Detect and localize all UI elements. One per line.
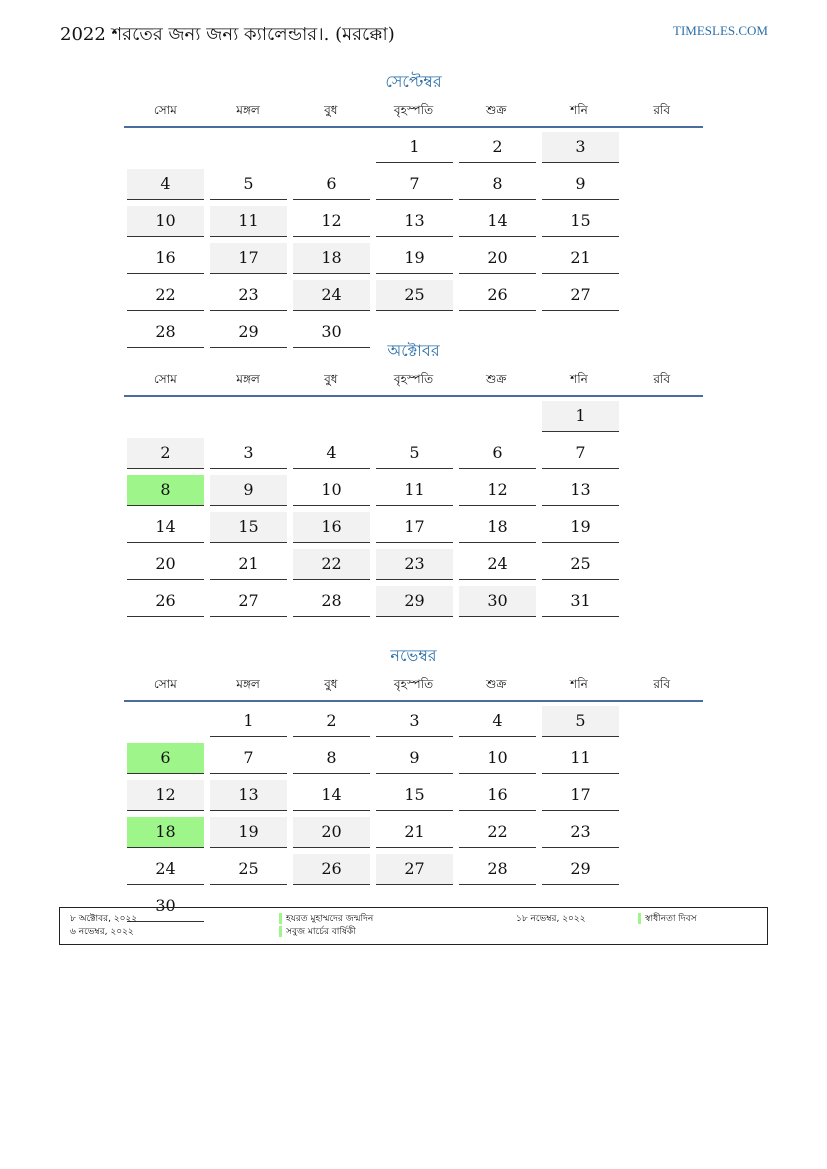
day-cell: 26 xyxy=(127,586,204,617)
day-cell: 22 xyxy=(127,280,204,311)
day-cell: 2 xyxy=(127,438,204,469)
day-cell: 22 xyxy=(293,549,370,580)
legend-date: ৮ অক্টোবর, ২০২২ xyxy=(70,914,138,924)
day-cell: 2 xyxy=(459,132,536,163)
day-cell: 17 xyxy=(376,512,453,543)
day-cell: 13 xyxy=(376,206,453,237)
day-cell: 3 xyxy=(210,438,287,469)
day-cell: 24 xyxy=(127,854,204,885)
day-cell: 1 xyxy=(542,401,619,432)
day-cell: 24 xyxy=(459,549,536,580)
day-cell: 21 xyxy=(210,549,287,580)
empty-cell xyxy=(210,401,287,432)
month-title: সেপ্টেম্বর xyxy=(385,72,442,91)
day-cell: 18 xyxy=(459,512,536,543)
day-cell: 12 xyxy=(293,206,370,237)
day-cell: 7 xyxy=(210,743,287,774)
day-cell: 6 xyxy=(293,169,370,200)
day-cell: 30 xyxy=(459,586,536,617)
holiday-legend xyxy=(59,907,768,945)
day-cell: 29 xyxy=(210,317,287,348)
month-title: নভেম্বর xyxy=(390,646,437,665)
day-cell: 14 xyxy=(127,512,204,543)
weekday-label: বৃহস্পতি xyxy=(393,372,434,386)
day-cell: 11 xyxy=(210,206,287,237)
weekday-label: বুধ xyxy=(324,372,338,386)
site-link[interactable]: TIMESLES.COM xyxy=(673,23,768,38)
weekday-label: সোম xyxy=(153,372,177,386)
day-cell: 17 xyxy=(542,780,619,811)
day-cell: 31 xyxy=(542,586,619,617)
day-cell: 5 xyxy=(542,706,619,737)
day-cell: 5 xyxy=(210,169,287,200)
day-cell: 7 xyxy=(542,438,619,469)
day-cell: 9 xyxy=(542,169,619,200)
day-cell: 16 xyxy=(459,780,536,811)
legend-date: ১৮ নভেম্বর, ২০২২ xyxy=(516,914,586,924)
day-cell: 18 xyxy=(293,243,370,274)
weekday-label: মঙ্গল xyxy=(236,372,260,386)
day-cell: 3 xyxy=(542,132,619,163)
day-cell: 2 xyxy=(293,706,370,737)
day-cell: 22 xyxy=(459,817,536,848)
day-cell: 10 xyxy=(459,743,536,774)
weekday-label: সোম xyxy=(153,103,177,117)
day-cell: 12 xyxy=(459,475,536,506)
empty-cell xyxy=(127,706,204,737)
day-cell: 20 xyxy=(127,549,204,580)
day-cell: 27 xyxy=(376,854,453,885)
weekday-label: রবি xyxy=(653,103,671,117)
day-cell: 30 xyxy=(293,317,370,348)
day-cell: 25 xyxy=(542,549,619,580)
day-cell: 30 xyxy=(127,891,204,922)
day-cell: 27 xyxy=(542,280,619,311)
day-cell: 10 xyxy=(127,206,204,237)
day-cell: 20 xyxy=(293,817,370,848)
day-cell: 1 xyxy=(210,706,287,737)
day-cell: 15 xyxy=(542,206,619,237)
weekday-header xyxy=(124,369,703,397)
day-grid xyxy=(124,702,703,928)
day-cell: 19 xyxy=(376,243,453,274)
day-cell: 16 xyxy=(293,512,370,543)
legend-date: ৬ নভেম্বর, ২০২২ xyxy=(70,927,134,937)
day-cell: 9 xyxy=(210,475,287,506)
day-cell: 1 xyxy=(376,132,453,163)
day-cell: 21 xyxy=(376,817,453,848)
weekday-label: শনি xyxy=(570,372,588,386)
empty-cell xyxy=(293,401,370,432)
weekday-label: সোম xyxy=(153,677,177,691)
weekday-label: বৃহস্পতি xyxy=(393,677,434,691)
day-cell: 16 xyxy=(127,243,204,274)
weekday-label: শনি xyxy=(570,677,588,691)
day-cell: 13 xyxy=(542,475,619,506)
empty-cell xyxy=(459,401,536,432)
weekday-label: বুধ xyxy=(324,677,338,691)
empty-cell xyxy=(376,401,453,432)
empty-cell xyxy=(127,132,204,163)
day-cell: 3 xyxy=(376,706,453,737)
day-cell: 20 xyxy=(459,243,536,274)
weekday-label: শুক্র xyxy=(486,372,507,386)
day-cell: 28 xyxy=(127,317,204,348)
day-cell: 4 xyxy=(293,438,370,469)
day-grid xyxy=(124,128,703,354)
holiday-day-cell: 18 xyxy=(127,817,204,848)
day-grid xyxy=(124,397,703,623)
weekday-label: রবি xyxy=(653,372,671,386)
day-cell: 29 xyxy=(376,586,453,617)
legend-holiday-name: সবুজ মার্চের বার্ষিকী xyxy=(279,926,356,938)
month-title: অক্টোবর xyxy=(387,341,440,360)
empty-cell xyxy=(293,132,370,163)
day-cell: 10 xyxy=(293,475,370,506)
day-cell: 13 xyxy=(210,780,287,811)
weekday-label: বুধ xyxy=(324,103,338,117)
day-cell: 25 xyxy=(376,280,453,311)
day-cell: 12 xyxy=(127,780,204,811)
empty-cell xyxy=(127,401,204,432)
day-cell: 23 xyxy=(542,817,619,848)
day-cell: 6 xyxy=(459,438,536,469)
day-cell: 27 xyxy=(210,586,287,617)
month-november xyxy=(124,644,703,928)
day-cell: 11 xyxy=(542,743,619,774)
day-cell: 9 xyxy=(376,743,453,774)
weekday-label: বৃহস্পতি xyxy=(393,103,434,117)
day-cell: 8 xyxy=(459,169,536,200)
day-cell: 19 xyxy=(542,512,619,543)
day-cell: 17 xyxy=(210,243,287,274)
month-october xyxy=(124,339,703,623)
page-title: 2022 শরতের জন্য জন্য ক্যালেন্ডার।. (মরক্কো) xyxy=(60,24,395,45)
weekday-label: শুক্র xyxy=(486,103,507,117)
day-cell: 11 xyxy=(376,475,453,506)
day-cell: 4 xyxy=(459,706,536,737)
day-cell: 14 xyxy=(459,206,536,237)
day-cell: 5 xyxy=(376,438,453,469)
day-cell: 4 xyxy=(127,169,204,200)
day-cell: 23 xyxy=(210,280,287,311)
day-cell: 8 xyxy=(293,743,370,774)
day-cell: 24 xyxy=(293,280,370,311)
weekday-label: শুক্র xyxy=(486,677,507,691)
day-cell: 7 xyxy=(376,169,453,200)
month-september xyxy=(124,70,703,354)
day-cell: 25 xyxy=(210,854,287,885)
weekday-header xyxy=(124,674,703,702)
weekday-label: শনি xyxy=(570,103,588,117)
holiday-day-cell: 8 xyxy=(127,475,204,506)
weekday-label: মঙ্গল xyxy=(236,103,260,117)
legend-holiday-name: স্বাধীনতা দিবস xyxy=(638,913,697,925)
weekday-label: মঙ্গল xyxy=(236,677,260,691)
day-cell: 23 xyxy=(376,549,453,580)
day-cell: 21 xyxy=(542,243,619,274)
weekday-label: রবি xyxy=(653,677,671,691)
day-cell: 19 xyxy=(210,817,287,848)
legend-holiday-name: হযরত মুহাম্মদের জন্মদিন xyxy=(279,913,373,925)
day-cell: 26 xyxy=(293,854,370,885)
day-cell: 26 xyxy=(459,280,536,311)
day-cell: 14 xyxy=(293,780,370,811)
day-cell: 15 xyxy=(210,512,287,543)
weekday-header xyxy=(124,100,703,128)
day-cell: 29 xyxy=(542,854,619,885)
empty-cell xyxy=(210,132,287,163)
day-cell: 15 xyxy=(376,780,453,811)
holiday-day-cell: 6 xyxy=(127,743,204,774)
day-cell: 28 xyxy=(293,586,370,617)
day-cell: 28 xyxy=(459,854,536,885)
